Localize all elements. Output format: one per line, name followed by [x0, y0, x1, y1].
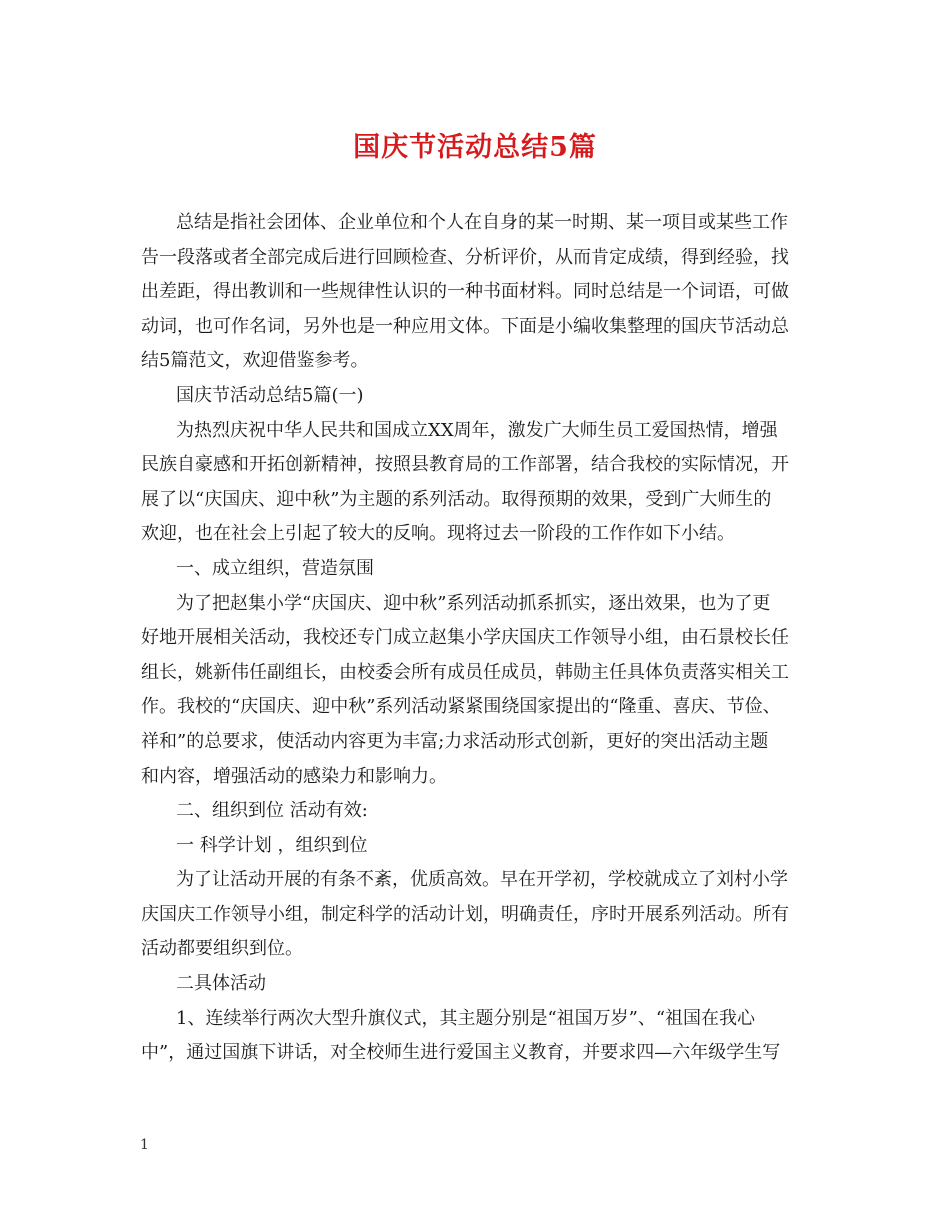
paragraph-line: 欢迎，也在社会上引起了较大的反响。现将过去一阶段的工作作如下小结。	[141, 523, 735, 545]
section-heading: 二、组织到位 活动有效:	[176, 800, 368, 822]
page-number: 1	[140, 1137, 149, 1153]
paragraph-line: 祥和”的总要求，使活动内容更为丰富;力求活动形式创新，更好的突出活动主题	[141, 730, 769, 752]
paragraph-line: 告一段落或者全部完成后进行回顾检查、分析评价，从而肯定成绩，得到经验，找	[141, 246, 789, 268]
paragraph-line: 为了把赵集小学“庆国庆、迎中秋”系列活动抓系抓实，逐出效果，也为了更	[176, 592, 771, 614]
paragraph-line: 总结是指社会团体、企业单位和个人在自身的某一时期、某一项目或某些工作	[176, 212, 788, 233]
paragraph-line: 活动都要组织到位。	[141, 938, 303, 960]
document-title: 国庆节活动总结5篇	[353, 132, 597, 163]
paragraph-line: 和内容，增强活动的感染力和影响力。	[141, 765, 447, 787]
paragraph-line: 结5篇范文，欢迎借鉴参考。	[141, 350, 369, 372]
paragraph-line: 中”，通过国旗下讲话，对全校师生进行爱国主义教育，并要求四—六年级学生写	[141, 1042, 781, 1064]
section-heading: 一、成立组织，营造氛围	[176, 557, 374, 579]
paragraph-line: 为热烈庆祝中华人民共和国成立XX周年，激发广大师生员工爱国热情，增强	[176, 419, 778, 441]
paragraph-line: 作。我校的“庆国庆、迎中秋”系列活动紧紧围绕国家提出的“隆重、喜庆、节俭、	[141, 696, 781, 718]
paragraph-line: 1、连续举行两次大型升旗仪式，其主题分别是“祖国万岁”、“祖国在我心	[176, 1007, 756, 1029]
paragraph-line: 动词，也可作名词，另外也是一种应用文体。下面是小编收集整理的国庆节活动总	[141, 315, 789, 337]
paragraph-line: 展了以“庆国庆、迎中秋”为主题的系列活动。取得预期的效果，受到广大师生的	[141, 488, 772, 510]
paragraph-line: 为了让活动开展的有条不紊，优质高效。早在开学初，学校就成立了刘村小学	[176, 869, 788, 891]
paragraph-line: 出差距，得出教训和一些规律性认识的一种书面材料。同时总结是一个词语，可做	[141, 281, 789, 303]
document-body	[141, 206, 811, 1071]
paragraph-line: 组长，姚新伟任副组长，由校委会所有成员任成员，韩勋主任具体负责落实相关工	[141, 661, 789, 683]
subsection-heading: 一 科学计划 ，组织到位	[176, 834, 368, 856]
paragraph-line: 庆国庆工作领导小组，制定科学的活动计划，明确责任，序时开展系列活动。所有	[141, 903, 789, 925]
paragraph-line: 民族自豪感和开拓创新精神，按照县教育局的工作部署，结合我校的实际情况，开	[141, 454, 789, 476]
paragraph-line: 好地开展相关活动，我校还专门成立赵集小学庆国庆工作领导小组，由石景校长任	[141, 627, 789, 649]
section-heading: 国庆节活动总结5篇(一)	[176, 384, 364, 406]
subsection-heading: 二具体活动	[176, 973, 266, 995]
